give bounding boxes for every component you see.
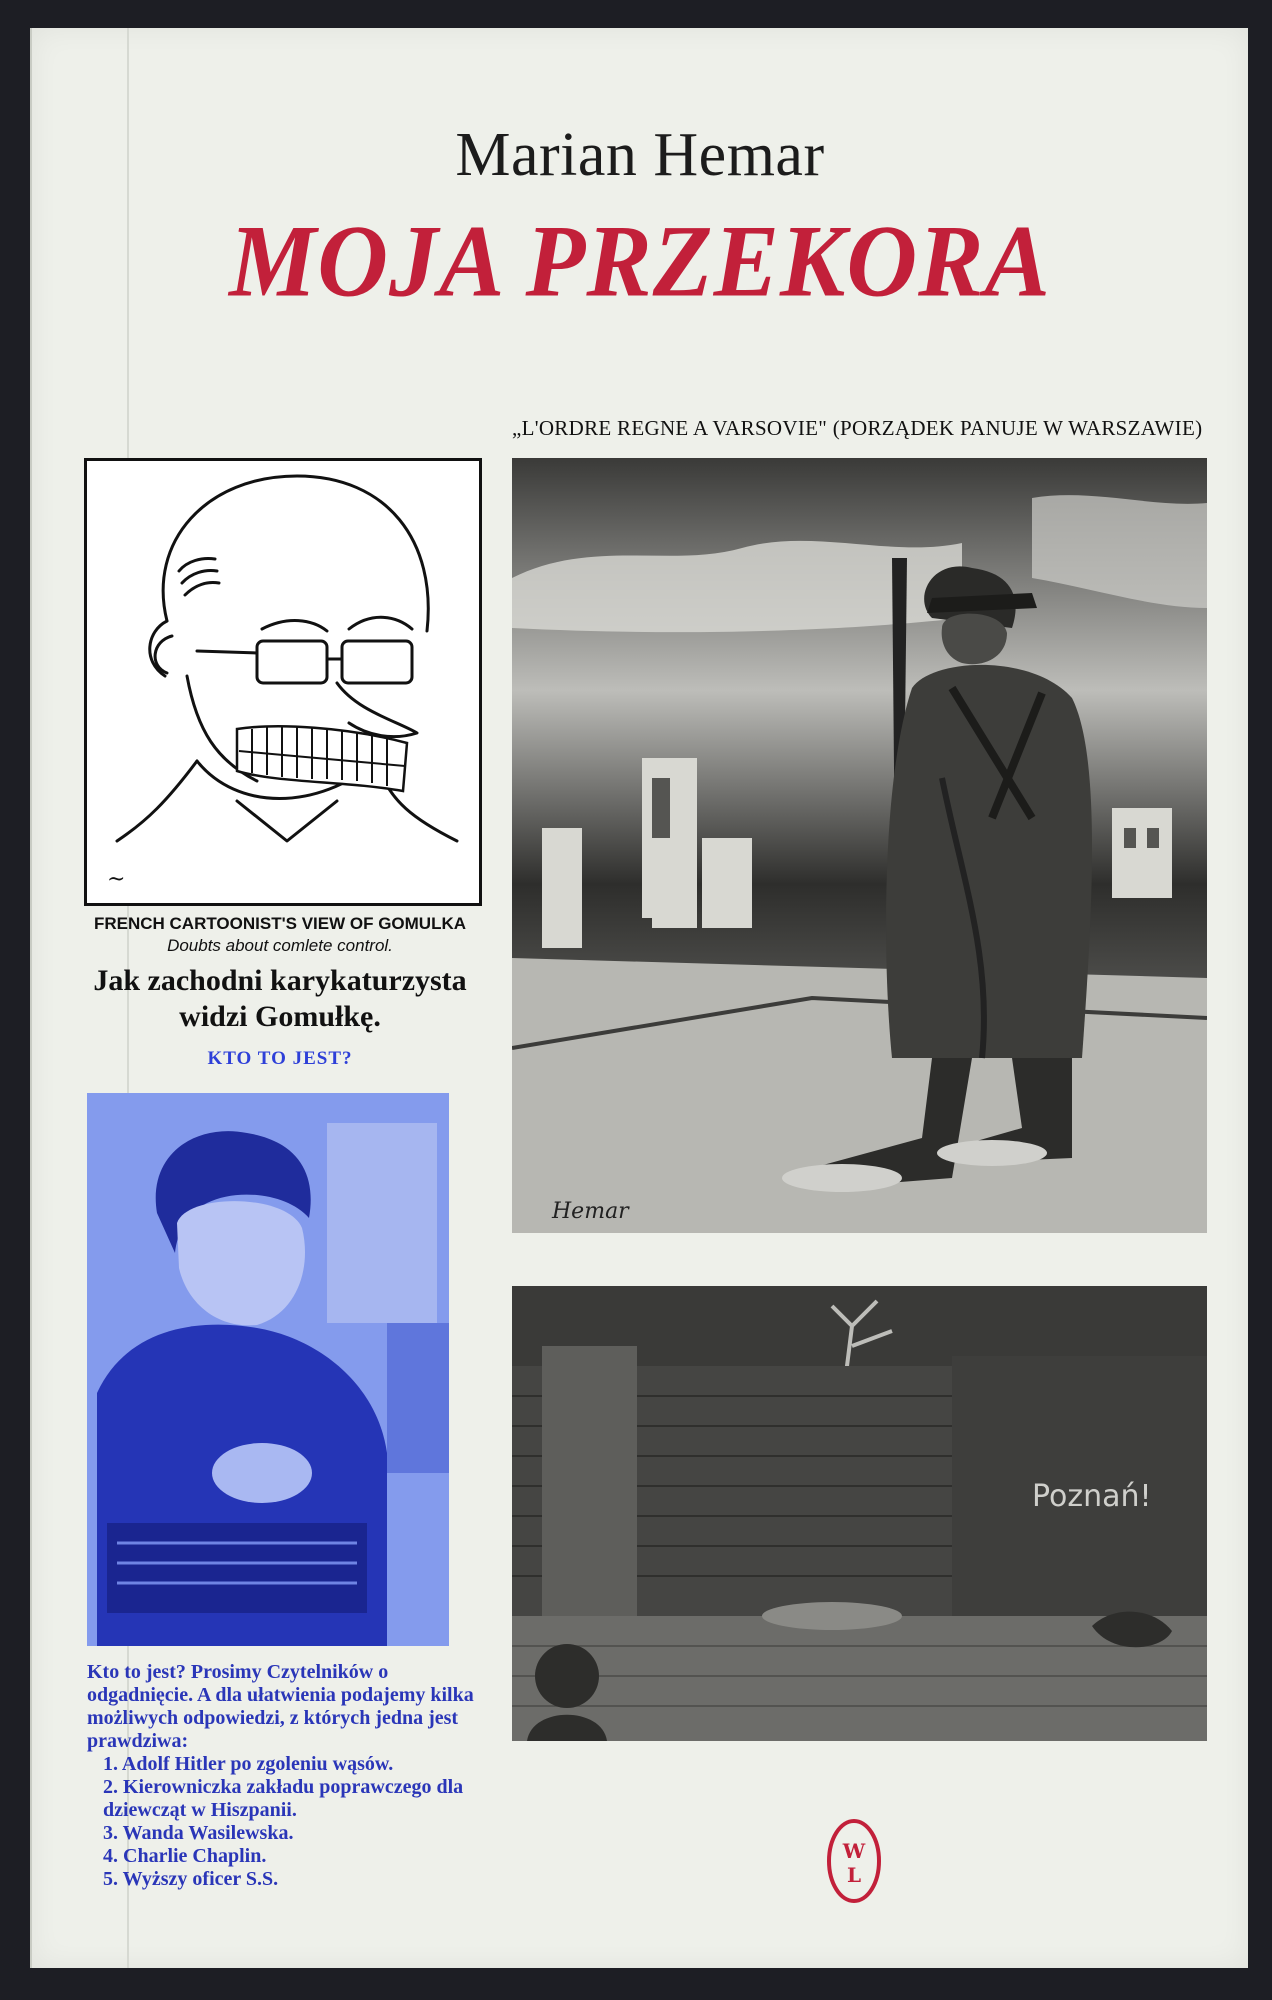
svg-text:~: ~: [107, 867, 126, 892]
quiz-text: [87, 1661, 487, 1891]
gomulka-cartoon: [84, 458, 482, 906]
cartoon-caption-english-sub: Doubts about comlete control.: [167, 936, 393, 955]
painting-signature: Hemar: [552, 1199, 629, 1224]
cartoon-caption-polish: Jak zachodni karykaturzysta widzi Gomułkę.: [93, 964, 467, 1033]
quiz-item: 2. Kierowniczka zakładu poprawczego dla dziewcząt w Hiszpanii.: [103, 1776, 464, 1821]
author-name: Marian Hemar: [455, 121, 825, 189]
svg-text:W: W: [842, 1839, 866, 1863]
quiz-item: 5. Wyższy oficer S.S.: [103, 1868, 279, 1890]
book-cover: [30, 28, 1248, 1968]
cartoon-caption-english: FRENCH CARTOONIST'S VIEW OF GOMULKA: [93, 914, 467, 933]
wall-inscription: Poznań!: [1032, 1479, 1152, 1514]
blue-photo: [87, 1093, 449, 1646]
publisher-logo: [826, 1818, 882, 1904]
quiz-item: 3. Wanda Wasilewska.: [103, 1822, 294, 1844]
svg-text:L: L: [846, 1863, 862, 1887]
poznan-painting: [512, 1286, 1207, 1741]
painting-caption: „L'ORDRE REGNE A VARSOVIE" (PORZĄDEK PANUJE W WARSZAWIE): [512, 416, 1203, 440]
quiz-intro: Kto to jest? Prosimy Czytelników o odgadnięcie. A dla ułatwienia podajemy kilka możliwych odpowiedzi, z których jedna jest prawdziwa:: [87, 1661, 474, 1752]
soldier-painting: [512, 458, 1207, 1233]
photo-heading: KTO TO JEST?: [207, 1048, 353, 1069]
book-title: MOJA PRZEKORA: [229, 205, 1051, 319]
quiz-item: 1. Adolf Hitler po zgoleniu wąsów.: [103, 1753, 394, 1775]
quiz-item: 4. Charlie Chaplin.: [103, 1845, 267, 1867]
